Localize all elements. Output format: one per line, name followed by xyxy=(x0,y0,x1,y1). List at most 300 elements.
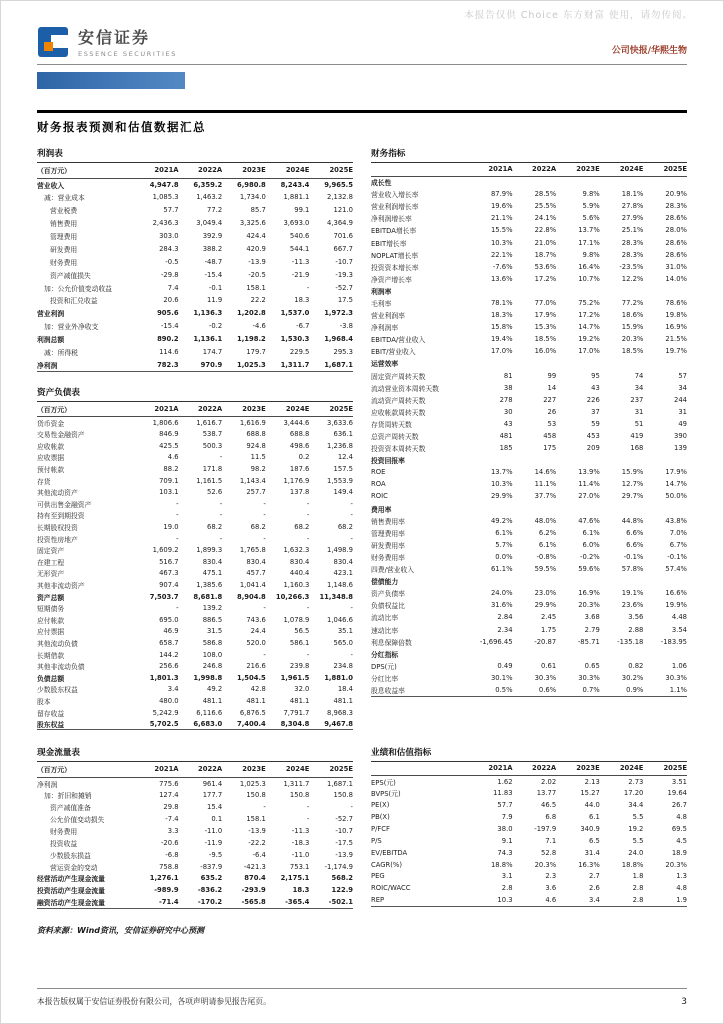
section-row xyxy=(371,285,687,297)
year-header: 2021A xyxy=(135,163,179,178)
value-cell: -85.71 xyxy=(577,637,600,646)
row-label: ROIC/WACC xyxy=(371,884,411,893)
value-cell: -0.5 xyxy=(165,257,179,266)
row-label: 财务费用 xyxy=(50,827,78,836)
value-cell: 284.3 xyxy=(159,244,179,253)
value-cell: 17.9% xyxy=(534,311,557,320)
value-cell: 229.5 xyxy=(289,348,310,357)
row-label: 留存收益 xyxy=(37,709,65,718)
table-row xyxy=(37,178,353,191)
table-row xyxy=(37,649,353,661)
value-cell: -13.9 xyxy=(248,257,266,266)
value-cell: - xyxy=(219,453,223,462)
value-cell: 18.5% xyxy=(621,347,644,356)
value-cell: 970.9 xyxy=(200,360,223,369)
value-cell: -52.7 xyxy=(335,815,353,823)
value-cell xyxy=(513,648,557,660)
table-row xyxy=(37,813,353,825)
value-cell: 99.1 xyxy=(294,206,310,215)
value-cell: 24.1% xyxy=(534,214,557,223)
value-cell: 57.7 xyxy=(163,206,179,215)
row-label: 投资收益 xyxy=(50,839,78,848)
value-cell: - xyxy=(176,604,179,613)
value-cell: 1,025.3 xyxy=(239,779,266,788)
value-cell: 1,085.3 xyxy=(152,193,179,202)
value-cell: 157.5 xyxy=(333,465,353,474)
table-row xyxy=(37,591,353,603)
value-cell xyxy=(556,176,600,188)
value-cell: 3,325.6 xyxy=(239,219,266,228)
table-row xyxy=(371,273,687,285)
value-cell: 3.68 xyxy=(584,613,600,622)
value-cell xyxy=(643,648,687,660)
balance-sheet-table xyxy=(37,402,353,731)
value-cell: 52.8 xyxy=(541,848,557,857)
table-row xyxy=(371,775,687,787)
row-label: 融资活动产生现金流量 xyxy=(37,898,105,907)
value-cell: 1,734.0 xyxy=(239,193,266,202)
row-label: 四费/营业收入 xyxy=(371,566,415,575)
value-cell: 2.02 xyxy=(541,777,557,786)
value-cell: 19.0 xyxy=(163,523,179,531)
value-cell: 57.4% xyxy=(665,565,687,574)
value-cell: 475.1 xyxy=(202,569,223,578)
value-cell: 8,681.8 xyxy=(193,592,223,601)
row-label: P/FCF xyxy=(371,824,390,833)
row-label: 应收票据 xyxy=(37,454,65,463)
value-cell: 6,683.0 xyxy=(193,719,223,728)
value-cell: - xyxy=(350,499,353,508)
value-cell: 18.3% xyxy=(490,311,513,320)
table-row xyxy=(371,345,687,357)
value-cell: 658.7 xyxy=(159,638,179,647)
value-cell: -48.7 xyxy=(204,257,223,266)
value-cell xyxy=(600,454,644,466)
value-cell: 6.0% xyxy=(582,540,600,549)
value-cell: -23.5% xyxy=(619,262,644,271)
value-cell: -11.0 xyxy=(204,826,223,835)
value-cell: 1,687.1 xyxy=(327,779,353,788)
table-row xyxy=(371,835,687,847)
value-cell: 75.2% xyxy=(578,298,600,307)
value-cell: -365.4 xyxy=(285,897,310,906)
row-label: 运营效率 xyxy=(371,360,399,369)
row-label: 总资产周转天数 xyxy=(371,433,419,442)
value-cell: 16.3% xyxy=(578,860,600,869)
row-label: 资产减值损失 xyxy=(50,271,91,280)
value-cell: 5.5 xyxy=(632,836,644,845)
value-cell: -9.5 xyxy=(208,850,223,859)
value-cell: 244 xyxy=(674,395,687,404)
value-cell xyxy=(469,648,513,660)
value-cell: 30.3% xyxy=(534,673,557,682)
value-cell: 17.5 xyxy=(337,296,353,305)
value-cell: 2.88 xyxy=(628,625,644,634)
table-row xyxy=(37,428,353,440)
value-cell: 15.5% xyxy=(490,226,513,235)
row-label: 财务费用 xyxy=(50,258,78,267)
value-cell: 121.0 xyxy=(333,206,353,215)
table-row xyxy=(371,515,687,527)
value-cell: 74.3 xyxy=(497,848,513,857)
value-cell: 57 xyxy=(678,371,687,380)
row-label: 销售费用率 xyxy=(371,517,405,526)
table-row xyxy=(371,882,687,894)
table-row xyxy=(37,602,353,614)
value-cell: 7,400.4 xyxy=(236,719,266,728)
row-label: 长期借款 xyxy=(37,651,65,660)
value-cell: -21.9 xyxy=(291,270,310,279)
value-cell: 17.2% xyxy=(534,274,557,283)
value-cell: 28.3% xyxy=(665,202,687,211)
value-cell: 635.2 xyxy=(200,874,223,883)
value-cell: - xyxy=(350,534,353,543)
years-header-row xyxy=(371,762,687,775)
row-label: NOPLAT增长率 xyxy=(371,251,419,260)
row-label: 资产总额 xyxy=(37,593,65,602)
value-cell: 0.0% xyxy=(495,552,513,561)
value-cell: 171.8 xyxy=(202,465,223,474)
value-cell: 88.2 xyxy=(163,465,179,474)
brand-name: 安信证券 xyxy=(78,28,151,47)
table-row xyxy=(37,475,353,487)
row-label: 加：营业外净收支 xyxy=(44,323,99,332)
value-cell xyxy=(643,285,687,297)
value-cell: 18.8% xyxy=(490,860,513,869)
value-cell: 187.6 xyxy=(289,465,310,474)
value-cell: 31.0% xyxy=(665,262,687,271)
row-label: 营业利润 xyxy=(37,310,65,319)
row-label: REP xyxy=(371,895,385,904)
value-cell: 1,881.0 xyxy=(324,673,353,682)
value-cell: 1,041.4 xyxy=(239,580,266,589)
row-label: 流动营业资本周转天数 xyxy=(371,384,439,393)
value-cell: 0.82 xyxy=(628,661,644,670)
value-cell: 44.8% xyxy=(621,516,644,525)
value-cell xyxy=(600,285,644,297)
value-cell xyxy=(513,176,557,188)
row-label: 投资资本周转天数 xyxy=(371,445,426,454)
value-cell: 5,242.9 xyxy=(152,708,179,717)
value-cell: 81 xyxy=(503,371,513,380)
row-label: 毛利率 xyxy=(371,299,392,308)
value-cell: 2,436.3 xyxy=(152,219,179,228)
table-row xyxy=(371,212,687,224)
value-cell: 16.0% xyxy=(534,347,557,356)
value-cell: 1,148.6 xyxy=(327,580,353,589)
table-row xyxy=(371,539,687,551)
value-cell: 28.6% xyxy=(665,238,687,247)
value-cell: -18.3 xyxy=(291,838,310,847)
value-cell: 17.9% xyxy=(665,468,687,477)
table-row xyxy=(371,871,687,883)
value-cell: 1.62 xyxy=(497,777,513,786)
table-row xyxy=(371,847,687,859)
value-cell: 2.34 xyxy=(497,625,513,634)
value-cell: 37 xyxy=(591,407,600,416)
value-cell: -502.1 xyxy=(328,897,353,906)
value-cell: 924.8 xyxy=(246,441,266,450)
value-cell: 28.5% xyxy=(534,190,557,199)
value-cell: 6,876.5 xyxy=(239,708,266,717)
value-cell: 46.9 xyxy=(163,627,179,636)
row-label: 速动比率 xyxy=(371,626,399,635)
row-label: 减：营业成本 xyxy=(44,194,85,203)
value-cell: 0.7% xyxy=(582,685,600,694)
table-row xyxy=(37,896,353,908)
value-cell: 8,968.3 xyxy=(327,708,353,717)
row-label: P/S xyxy=(371,836,382,845)
value-cell: 0.9% xyxy=(626,685,644,694)
value-cell: 23.6% xyxy=(621,601,644,610)
value-cell: 31 xyxy=(678,407,687,416)
table-row xyxy=(371,636,687,648)
row-label: 研发费用率 xyxy=(371,541,405,550)
value-cell: 3,693.0 xyxy=(283,219,310,228)
value-cell: -135.18 xyxy=(617,637,644,646)
value-cell: 7,503.7 xyxy=(149,592,179,601)
year-header: 2024E xyxy=(266,163,310,178)
value-cell: 1,276.1 xyxy=(149,874,179,883)
value-cell xyxy=(513,575,557,587)
value-cell: 540.6 xyxy=(289,232,310,240)
value-cell: -22.2 xyxy=(248,838,266,847)
income-statement-title: 利润表 xyxy=(37,145,353,163)
table-row xyxy=(37,568,353,580)
row-label: DPS(元) xyxy=(371,662,397,671)
value-cell: 6,359.2 xyxy=(193,180,223,189)
value-cell: 69.5 xyxy=(671,824,687,833)
value-cell: - xyxy=(176,534,179,543)
value-cell: 38.0 xyxy=(497,824,513,833)
value-cell: -29.8 xyxy=(160,270,179,279)
value-cell: 586.8 xyxy=(202,638,223,647)
value-cell: -6.7 xyxy=(296,322,310,331)
row-label: 短期债务 xyxy=(37,605,65,614)
year-header: 2022A xyxy=(179,402,223,417)
value-cell: 28.3% xyxy=(621,238,644,247)
value-cell: 24.0 xyxy=(628,848,644,857)
value-cell: - xyxy=(306,815,310,823)
value-cell: 4.8 xyxy=(676,884,687,893)
value-cell: 18.8% xyxy=(621,860,644,869)
row-label: 存货周转天数 xyxy=(371,420,412,429)
value-cell: 1.06 xyxy=(671,661,687,670)
value-cell xyxy=(513,357,557,369)
year-header: 2024E xyxy=(600,163,644,176)
value-cell: 17.1% xyxy=(578,238,600,247)
value-cell: -10.7 xyxy=(335,826,353,835)
value-cell: 11.5 xyxy=(250,453,266,462)
value-cell: 440.4 xyxy=(289,569,310,578)
value-cell: -0.2% xyxy=(580,552,600,561)
value-cell: 1,537.0 xyxy=(280,309,310,318)
row-label: 投资回报率 xyxy=(371,457,405,466)
years-header-row xyxy=(37,163,353,178)
row-label: 净资产增长率 xyxy=(371,275,412,284)
value-cell: 1,176.9 xyxy=(283,476,310,485)
value-cell: 68.2 xyxy=(337,523,353,531)
value-cell: 8,304.8 xyxy=(280,719,310,728)
unit-label: （百万元） xyxy=(37,762,135,777)
value-cell: 6.6% xyxy=(626,540,644,549)
value-cell: 1.75 xyxy=(541,625,557,634)
value-cell: 636.1 xyxy=(333,430,353,439)
value-cell: 12.4 xyxy=(337,453,353,462)
value-cell: 51 xyxy=(634,419,644,428)
table-row xyxy=(371,823,687,835)
value-cell: 21.5% xyxy=(665,335,687,344)
table-row xyxy=(37,281,353,294)
table-row xyxy=(37,320,353,333)
value-cell: 1,236.8 xyxy=(327,441,353,450)
value-cell: 1,881.1 xyxy=(283,193,310,202)
value-cell: 15.3% xyxy=(534,323,557,332)
value-cell: 7.4 xyxy=(167,283,179,292)
value-cell xyxy=(469,503,513,515)
financial-indicators-title: 财务指标 xyxy=(371,145,687,163)
valuation-section xyxy=(371,744,687,906)
row-label: 利润率 xyxy=(371,287,392,296)
right-column xyxy=(371,145,687,730)
value-cell: 4.5 xyxy=(676,836,687,845)
value-cell: - xyxy=(219,511,223,520)
value-cell: 78.1% xyxy=(490,298,513,307)
year-header: 2023E xyxy=(222,163,266,178)
value-cell: -3.8 xyxy=(339,322,353,331)
value-cell: 10.7% xyxy=(578,274,600,283)
table-row xyxy=(371,623,687,635)
value-cell: 782.3 xyxy=(157,360,179,369)
year-header: 2022A xyxy=(179,762,223,777)
table-row xyxy=(37,486,353,498)
value-cell: - xyxy=(263,803,266,812)
value-cell: 28.6% xyxy=(665,250,687,259)
value-cell: -6.8 xyxy=(165,850,179,859)
value-cell: 481.1 xyxy=(246,696,266,705)
brand xyxy=(37,25,177,58)
value-cell: 2.3 xyxy=(545,872,557,881)
value-cell: 688.8 xyxy=(246,430,266,439)
value-cell: 7.9 xyxy=(501,813,513,821)
table-row xyxy=(371,551,687,563)
value-cell: -0.1 xyxy=(208,283,223,292)
value-cell xyxy=(556,357,600,369)
value-cell: 49.2% xyxy=(490,516,513,525)
value-cell: 246.8 xyxy=(202,662,223,671)
value-cell: 150.8 xyxy=(333,791,353,800)
row-label: 持有至到期投资 xyxy=(37,512,85,521)
table-row xyxy=(37,637,353,649)
table-row xyxy=(37,660,353,672)
value-cell: 99 xyxy=(547,371,557,380)
table-row xyxy=(371,236,687,248)
value-cell: 30.3% xyxy=(578,673,600,682)
value-cell: 18.3 xyxy=(292,886,310,895)
row-label: ROE xyxy=(371,468,386,477)
row-label: EBIT增长率 xyxy=(371,239,407,248)
row-label: EBIT/营业收入 xyxy=(371,348,416,357)
value-cell: 9.1 xyxy=(501,836,513,845)
years-header-row xyxy=(37,762,353,777)
year-header: 2022A xyxy=(513,762,557,775)
row-label: 流动比率 xyxy=(371,614,399,623)
value-cell: 30.2% xyxy=(621,673,644,682)
value-cell: 1,616.7 xyxy=(196,418,223,427)
value-cell: 1,961.5 xyxy=(280,673,310,682)
table-row xyxy=(37,718,353,730)
value-cell: 22.1% xyxy=(490,250,513,259)
value-cell: 4.6 xyxy=(167,453,179,462)
row-label: 管理费用率 xyxy=(371,529,405,538)
value-cell: -52.7 xyxy=(335,283,353,292)
table-row xyxy=(37,452,353,464)
value-cell: 453 xyxy=(586,432,600,441)
year-header: 2021A xyxy=(135,402,179,417)
value-cell: 20.3% xyxy=(621,335,644,344)
value-cell: 139 xyxy=(674,444,687,453)
table-row xyxy=(371,611,687,623)
brand-subtitle: ESSENCE SECURITIES xyxy=(78,50,177,58)
table-row xyxy=(37,861,353,873)
value-cell: 830.4 xyxy=(289,557,310,566)
row-label: 净利润增长率 xyxy=(371,215,412,224)
value-cell: 35.1 xyxy=(337,627,353,636)
value-cell xyxy=(513,285,557,297)
value-cell: 27.9% xyxy=(621,214,644,223)
row-label: 股东权益 xyxy=(37,720,65,729)
value-cell: 4.6 xyxy=(545,895,557,904)
value-cell: 423.1 xyxy=(333,569,353,578)
value-cell: 1,632.3 xyxy=(283,546,310,555)
value-cell: 16.6% xyxy=(665,589,687,598)
year-header: 2025E xyxy=(643,762,687,775)
value-cell: 0.49 xyxy=(497,661,513,670)
value-cell: 3.1 xyxy=(501,872,513,881)
value-cell: 425.5 xyxy=(159,441,179,450)
value-cell: 667.7 xyxy=(333,244,353,253)
value-cell: 47.6% xyxy=(578,516,600,525)
value-cell: - xyxy=(263,650,266,659)
value-cell: 174.7 xyxy=(202,348,223,357)
row-label: CAGR(%) xyxy=(371,860,403,869)
years-header-row xyxy=(371,163,687,176)
row-label: 营业税费 xyxy=(50,207,78,216)
row-label: 费用率 xyxy=(371,505,392,514)
value-cell: 14.7% xyxy=(665,480,687,489)
value-cell: 52.6 xyxy=(207,488,223,497)
value-cell: - xyxy=(176,499,179,508)
value-cell: 2.45 xyxy=(541,613,557,622)
report-type-tag: 公司快报/华熙生物 xyxy=(611,46,687,56)
row-label: 固定资产 xyxy=(37,547,65,556)
table-row xyxy=(371,321,687,333)
value-cell: 28.3% xyxy=(621,250,644,259)
row-label: 成长性 xyxy=(371,179,392,188)
value-cell: 7.1 xyxy=(545,836,557,845)
value-cell xyxy=(469,285,513,297)
table-row xyxy=(371,200,687,212)
value-cell: 0.1 xyxy=(211,815,223,823)
bottom-tables-row xyxy=(37,744,687,908)
row-label: 净利润 xyxy=(37,780,58,789)
value-cell: 520.0 xyxy=(246,638,266,647)
value-cell: 568.2 xyxy=(331,874,353,883)
value-cell: 5.9% xyxy=(582,202,600,211)
value-cell: 388.2 xyxy=(202,244,223,253)
value-cell xyxy=(556,285,600,297)
value-cell: 19.9% xyxy=(665,601,687,610)
